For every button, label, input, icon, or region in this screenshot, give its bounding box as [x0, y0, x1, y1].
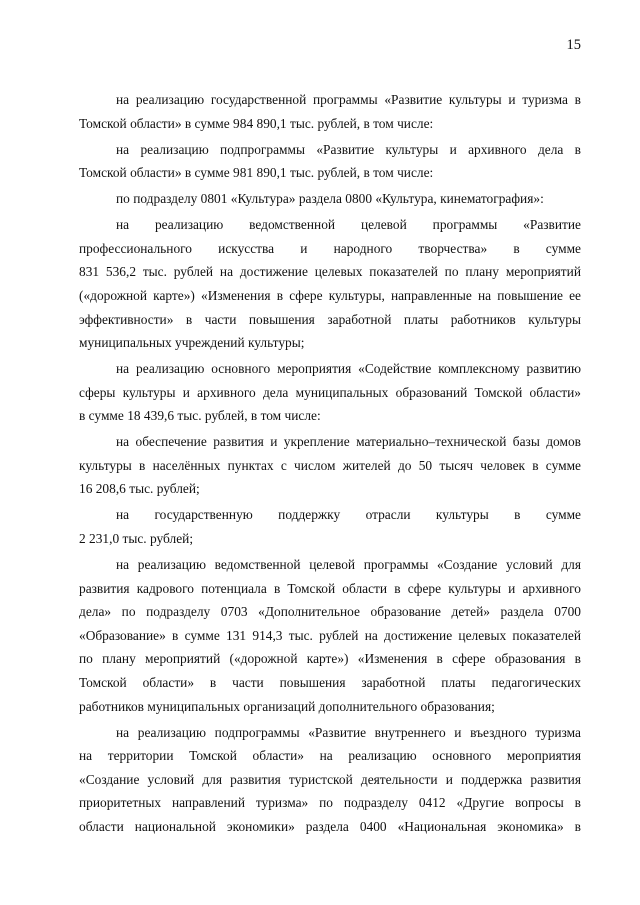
text-line: культуры в населённых пунктах с числом жителей до 50 тысяч человек в сумме [79, 457, 581, 473]
text-line: 16 208,6 тыс. рублей; [79, 481, 200, 497]
text-line: на реализацию государственной программы «Развитие культуры и туризма в [116, 92, 581, 107]
text-line: области национальной экономики» раздела 0400 «Национальная экономика» в [79, 818, 581, 834]
text-line: «Создание условий для развития туристской деятельности и поддержка развития [79, 771, 581, 787]
body-text [79, 88, 581, 839]
text-line: на реализацию ведомственной целевой программы «Создание условий для [116, 557, 581, 573]
text-line: по плану мероприятий («дорожной карте») «Изменения в сфере образования в [79, 651, 581, 667]
text-line: на государственную поддержку отрасли культуры в сумме [116, 507, 581, 523]
text-line: на реализацию ведомственной целевой программы «Развитие [116, 217, 581, 233]
text-line: профессионального искусства и народного творчества» в сумме [79, 240, 581, 256]
text-line: дела» по подразделу 0703 «Дополнительное образование детей» раздела 0700 [79, 604, 581, 620]
text-line: на реализацию подпрограммы «Развитие культуры и архивного дела в [116, 141, 581, 157]
text-line: Томской области» в части повышения заработной платы педагогических [79, 674, 581, 690]
text-line: на реализацию подпрограммы «Развитие внутреннего и въездного туризма [116, 724, 581, 740]
text-line: приоритетных направлений туризма» по подразделу 0412 «Другие вопросы в [79, 795, 581, 811]
text-line: на реализацию основного мероприятия «Содействие комплексному развитию [116, 361, 581, 377]
text-line: работников муниципальных организаций дополнительного образования; [79, 698, 495, 714]
text-line: на обеспечение развития и укрепление материально–технической базы домов [116, 434, 581, 450]
text-line: Томской области» в сумме 984 890,1 тыс. рублей, в том числе: [79, 115, 434, 131]
text-line: 2 231,0 тыс. рублей; [79, 531, 194, 547]
text-line: эффективности» в части повышения заработной платы работников культуры [79, 311, 581, 327]
text-line: сферы культуры и архивного дела муниципальных образований Томской области» [79, 384, 581, 400]
text-line: в сумме 18 439,6 тыс. рублей, в том числе: [79, 408, 321, 424]
text-line: «Образование» в сумме 131 914,3 тыс. рублей на достижение целевых показателей [79, 627, 581, 643]
text-line: по подразделу 0801 «Культура» раздела 0800 «Культура, кинематография»: [116, 191, 544, 207]
text-line: Томской области» в сумме 981 890,1 тыс. рублей, в том числе: [79, 165, 434, 181]
text-line: на территории Томской области» на реализацию основного мероприятия [79, 748, 581, 764]
text-line: («дорожной карте») «Изменения в сфере культуры, направленные на повышение ее [79, 287, 581, 303]
text-line: муниципальных учреждений культуры; [79, 335, 305, 351]
page-number: 15 [566, 37, 581, 53]
text-line: развития кадрового потенциала в Томской области в сфере культуры и архивного [79, 580, 581, 596]
text-line: 831 536,2 тыс. рублей на достижение целевых показателей по плану мероприятий [79, 264, 581, 280]
